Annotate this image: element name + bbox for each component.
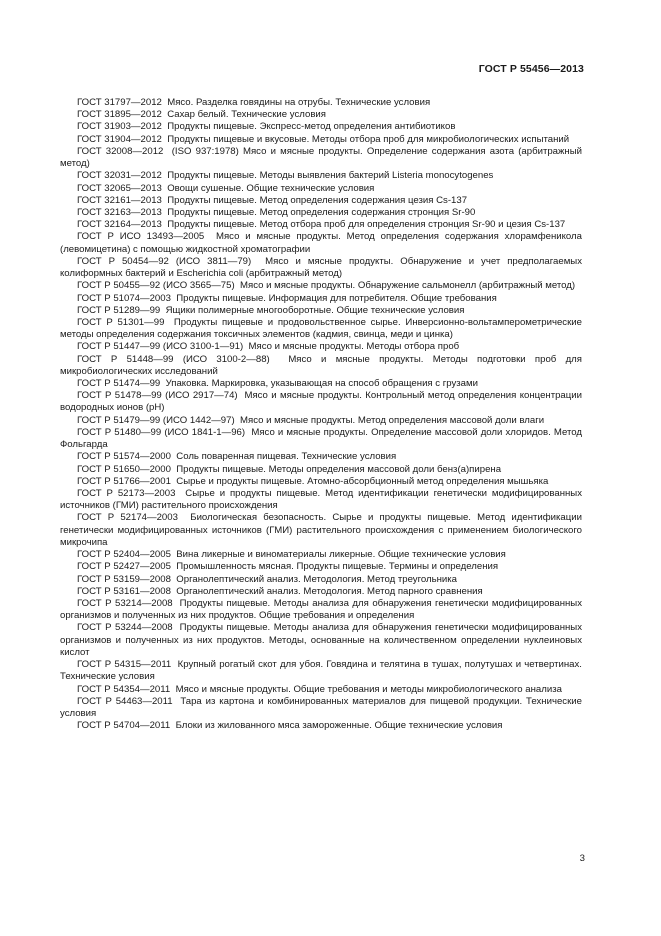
standard-title: Упаковка. Маркировка, указывающая на способ обращения с грузами [165, 378, 478, 390]
standard-title: Вина ликерные и виноматериалы ликерные. Общие технические условия [176, 549, 506, 561]
standard-code: ГОСТ 32031—2012 [77, 170, 162, 182]
reference-entry [60, 512, 582, 549]
standard-title: Продукты пищевые. Методы определения массовой доли бенз(а)пирена [176, 463, 502, 475]
standard-title: Крупный рогатый скот для убоя. Говядина и телятина в тушах, полутушах и четвертинах. Технические условия [60, 659, 582, 683]
standard-code: ГОСТ Р 54463—2011 [77, 695, 173, 707]
standard-title: Мясо и мясные продукты. Метод определения содержания хлорамфеникола (левомицетина) с помощью жидкостной хроматографии [60, 231, 582, 255]
reference-entry [60, 341, 582, 353]
standard-title: Продукты пищевые. Экспресс-метод определения антибиотиков [167, 121, 456, 133]
standard-title: Блоки из жилованного мяса замороженные. Общие технические условия [175, 720, 503, 732]
standard-code: ГОСТ Р 50454—92 (ИСО 3811—79) [77, 255, 252, 267]
reference-entry [60, 427, 582, 451]
reference-entry [60, 684, 582, 696]
reference-entry [60, 586, 582, 598]
reference-entry [60, 134, 582, 146]
standard-code: ГОСТ 32008—2012 [77, 145, 164, 157]
reference-entry [60, 170, 582, 182]
standard-code: ГОСТ Р 53159—2008 [77, 573, 171, 585]
reference-entry [60, 464, 582, 476]
standard-code: ГОСТ 31797—2012 [77, 97, 162, 108]
standard-code: ГОСТ Р 51448—99 (ИСО 3100-2—88) [77, 353, 270, 365]
standard-title: (ISO 937:1978) Мясо и мясные продукты. Определение содержания азота (арбитражный метод) [60, 145, 582, 170]
reference-entry [60, 121, 582, 133]
reference-entry [60, 256, 582, 280]
standard-title: Мясо и мясные продукты. Методы подготовки проб для микробиологических исследований [60, 353, 582, 377]
reference-entry [60, 317, 582, 341]
standard-code: ГОСТ Р 51574—2000 [77, 451, 171, 463]
standard-title: Биологическая безопасность. Сырье и продукты пищевые. Метод идентификации генетически модифицированных источников (ГМИ) растительного происхождения с применением биологического микрочипа [60, 512, 582, 548]
standard-code: ГОСТ Р 51289—99 [77, 304, 161, 316]
reference-entry [60, 451, 582, 463]
standard-code: ГОСТ Р 51074—2003 [77, 292, 171, 304]
standard-title: Продукты пищевые. Методы выявления бактерий Listeria monocytogenes [167, 170, 494, 182]
standard-title: Органолептический анализ. Методология. Метод парного сравнения [176, 585, 483, 597]
reference-entry [60, 195, 582, 207]
reference-entry [60, 598, 582, 622]
standard-title: Мясо. Разделка говядины на отрубы. Технические условия [167, 97, 431, 108]
standard-code: ГОСТ Р 51301—99 [77, 316, 165, 328]
standard-title: Продукты пищевые. Метод определения содержания цезия Cs-137 [167, 194, 468, 206]
standard-title: Овощи сушеные. Общие технические условия [167, 182, 375, 194]
standard-code: ГОСТ Р 51766—2001 [77, 475, 171, 487]
reference-list [60, 97, 582, 732]
standard-code: ГОСТ Р 51650—2000 [77, 463, 171, 475]
reference-entry [60, 378, 582, 390]
standard-title: Мясо и мясные продукты. Определение массовой доли хлоридов. Метод Фольгарда [60, 426, 582, 451]
standard-title: Продукты пищевые. Метод определения содержания стронция Sr-90 [167, 206, 476, 218]
standard-title: Мясо и мясные продукты. Обнаружение сальмонелл (арбитражный метод) [240, 280, 576, 292]
standard-title: Продукты пищевые и вкусовые. Методы отбора проб для микробиологических испытаний [167, 133, 570, 145]
reference-entry [60, 109, 582, 121]
standard-title: Продукты пищевые. Информация для потребителя. Общие требования [176, 292, 497, 304]
standard-code: ГОСТ Р 53161—2008 [77, 585, 171, 597]
reference-entry [60, 97, 582, 109]
reference-entry [60, 207, 582, 219]
standard-code: ГОСТ Р 51447—99 (ИСО 3100-1—91) [77, 341, 244, 353]
document-header: ГОСТ Р 55456—2013 [478, 63, 584, 75]
reference-entry [60, 549, 582, 561]
standard-title: Соль поваренная пищевая. Технические условия [176, 451, 397, 463]
reference-entry [60, 354, 582, 378]
reference-entry [60, 219, 582, 231]
standard-code: ГОСТ Р 53244—2008 [77, 622, 173, 634]
standard-code: ГОСТ Р ИСО 13493—2005 [77, 231, 205, 243]
reference-entry [60, 622, 582, 659]
reference-entry [60, 659, 582, 683]
standard-title: Мясо и мясные продукты. Метод определения массовой доли влаги [240, 414, 545, 426]
standard-code: ГОСТ Р 53214—2008 [77, 597, 173, 609]
reference-entry [60, 231, 582, 255]
reference-entry [60, 280, 582, 292]
standard-title: Тара из картона и комбинированных материалов для пищевой продукции. Технические условия [60, 695, 582, 719]
reference-entry [60, 390, 582, 414]
standard-title: Промышленность мясная. Продукты пищевые. Термины и определения [176, 561, 499, 573]
standard-title: Сырье и продукты пищевые. Метод идентификации генетически модифицированных источников (ГМИ) растительного происхождения [60, 488, 582, 512]
standard-title: Продукты пищевые. Методы анализа для обнаружения генетически модифицированных организмов и полученных из них продуктов. Общие требования и определения [60, 597, 582, 622]
standard-code: ГОСТ 32161—2013 [77, 194, 162, 206]
standard-code: ГОСТ 32163—2013 [77, 206, 162, 218]
reference-entry [60, 561, 582, 573]
standard-code: ГОСТ Р 52427—2005 [77, 561, 171, 573]
reference-entry [60, 183, 582, 195]
standard-code: ГОСТ Р 51479—99 (ИСО 1442—97) [77, 414, 235, 426]
standard-title: Органолептический анализ. Методология. Метод треугольника [176, 573, 458, 585]
reference-entry [60, 720, 582, 732]
standard-code: ГОСТ Р 50455—92 (ИСО 3565—75) [77, 280, 235, 292]
standard-code: ГОСТ 32164—2013 [77, 219, 162, 231]
standard-title: Мясо и мясные продукты. Методы отбора проб [248, 341, 460, 353]
standard-title: Мясо и мясные продукты. Контрольный метод определения концентрации водородных ионов (pH) [60, 390, 582, 414]
standard-code: ГОСТ Р 54704—2011 [77, 720, 171, 732]
standard-code: ГОСТ 31904—2012 [77, 133, 162, 145]
standard-title: Сырье и продукты пищевые. Атомно-абсорбционный метод определения мышьяка [176, 475, 549, 487]
standard-title: Ящики полимерные многооборотные. Общие технические условия [165, 304, 465, 316]
standard-code: ГОСТ Р 52174—2003 [77, 512, 178, 524]
standard-title: Мясо и мясные продукты. Обнаружение и учет предполагаемых колиформных бактерий и Escherichia coli (арбитражный метод) [60, 255, 582, 280]
reference-entry [60, 146, 582, 170]
reference-entry [60, 488, 582, 512]
reference-entry [60, 305, 582, 317]
standard-title: Мясо и мясные продукты. Общие требования и методы микробиологического анализа [175, 683, 562, 695]
standard-code: ГОСТ 31903—2012 [77, 121, 162, 133]
standard-code: ГОСТ Р 51478—99 (ИСО 2917—74) [77, 390, 238, 402]
standard-title: Продукты пищевые. Методы анализа для обнаружения генетически модифицированных организмов и полученных из них продуктов. Методы, основанные на количественном определении нуклеиновых кислот [60, 622, 582, 658]
reference-entry [60, 415, 582, 427]
standard-code: ГОСТ 32065—2013 [77, 182, 162, 194]
standard-title: Сахар белый. Технические условия [167, 109, 326, 121]
reference-entry [60, 696, 582, 720]
standard-title: Продукты пищевые и продовольственное сырье. Инверсионно-вольтамперометрические методы определения содержания токсичных элементов (кадмия, свинца, меди и цинка) [60, 316, 582, 341]
page-number: 3 [579, 853, 585, 864]
reference-entry [60, 574, 582, 586]
standard-code: ГОСТ Р 54354—2011 [77, 683, 171, 695]
standard-code: ГОСТ Р 51480—99 (ИСО 1841-1—96) [77, 426, 246, 438]
standard-code: ГОСТ Р 54315—2011 [77, 659, 172, 671]
reference-entry [60, 476, 582, 488]
standard-code: ГОСТ Р 51474—99 [77, 378, 161, 390]
reference-entry [60, 293, 582, 305]
standard-code: ГОСТ 31895—2012 [77, 109, 162, 121]
standard-title: Продукты пищевые. Метод отбора проб для определения стронция Sr-90 и цезия Cs-137 [167, 219, 566, 231]
standard-code: ГОСТ Р 52173—2003 [77, 488, 176, 499]
standard-code: ГОСТ Р 52404—2005 [77, 549, 171, 561]
